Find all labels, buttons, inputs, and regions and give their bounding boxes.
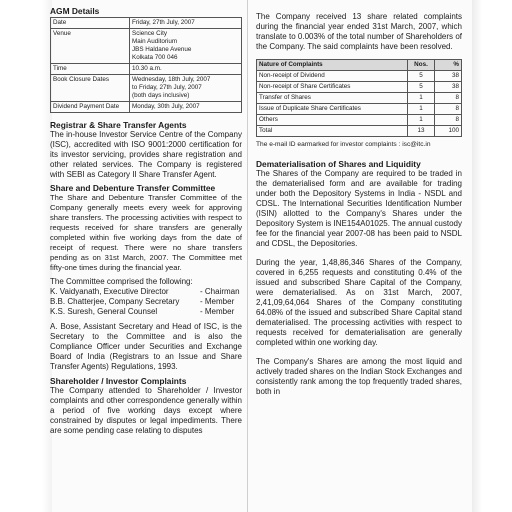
committee-members xyxy=(50,287,242,317)
complaints-row xyxy=(257,82,462,93)
demat-paragraph-3: The Company's Shares are among the most liquid and actively traded shares on the Indian Stock Exchanges and consistently rank among the top frequently traded shares, both in xyxy=(256,357,462,396)
complaints-cell: Non-receipt of Share Certificates xyxy=(257,82,408,93)
complaints-header: % xyxy=(435,60,462,71)
agm-label: Dividend Payment Date xyxy=(51,102,130,113)
demat-paragraph-1: The Shares of the Company are required to be traded in the dematerialised form and are available for trading under both the Depository Systems in India - NSDL and CDSL. The International Securities Identification Number (ISIN) allotted to the Company's Shares under the Depository System is INE154A01025. The annual custody fee for the financial year 2007-08 has been paid to NSDL and CDSL, the Depositories. xyxy=(256,169,462,248)
complaints-cell: Non-receipt of Dividend xyxy=(257,71,408,82)
shareholder-complaints-heading: Shareholder / Investor Complaints xyxy=(50,376,187,386)
agm-value: Monday, 30th July, 2007 xyxy=(130,102,242,113)
complaints-row xyxy=(257,115,462,126)
registrar-text: The in-house Investor Service Centre of the Company (ISC), accredited with ISO 9001:2000 certification for its investor servicing, provides share registration and other related services. The Company is registered with SEBI as Category II Share Transfer Agent. xyxy=(50,130,242,179)
complaints-cell: 1 xyxy=(408,93,435,104)
complaints-cell: 1 xyxy=(408,104,435,115)
torn-edge-left xyxy=(30,0,52,512)
agm-label: Venue xyxy=(51,29,130,64)
committee-comprised: The Committee comprised the following: xyxy=(50,277,193,286)
left-column xyxy=(50,0,242,436)
complaints-cell: 5 xyxy=(408,82,435,93)
agm-value: Wednesday, 18th July, 2007 to Friday, 27th July, 2007 (both days inclusive) xyxy=(130,75,242,102)
agm-row xyxy=(51,75,242,102)
agm-row xyxy=(51,29,242,64)
complaints-cell: 38 xyxy=(435,82,462,93)
complaints-cell: 1 xyxy=(408,115,435,126)
agm-row xyxy=(51,18,242,29)
right-column xyxy=(256,0,462,397)
transfer-committee-text: The Share and Debenture Transfer Committee of the Company generally meets every week for approving share transfers. The processing activities with respect to requests received for share transfers are generally completed within five working days from the date of receipt of request. There were no share transfers pending as on 31st March, 2007. The Committee met fifty-one times during the financial year. xyxy=(50,193,242,272)
agm-value: 10.30 a.m. xyxy=(130,64,242,75)
agm-label: Date xyxy=(51,18,130,29)
complaints-cell: 13 xyxy=(408,126,435,137)
complaints-row xyxy=(257,71,462,82)
complaints-row xyxy=(257,104,462,115)
torn-edge-right xyxy=(472,0,494,512)
complaints-cell: 38 xyxy=(435,71,462,82)
complaints-header: Nature of Complaints xyxy=(257,60,408,71)
registrar-heading: Registrar & Share Transfer Agents xyxy=(50,120,187,130)
complaints-cell: Total xyxy=(257,126,408,137)
complaints-cell: 8 xyxy=(435,104,462,115)
committee-secretary-text: A. Bose, Assistant Secretary and Head of ISC, is the Secretary to the Committee and is also the Compliance Officer under Securities and Exchange Board of India (Registrars to an Issue and Share Transfer Agents) Regulations, 1993. xyxy=(50,322,242,371)
column-gutter xyxy=(247,0,248,512)
shareholder-complaints-text: The Company attended to Shareholder / Investor complaints and other correspondence generally within a period of five working days except where constrained by disputes or legal impediments. There are some pending case relating to disputes xyxy=(50,386,242,435)
committee-member: B.B. Chatterjee, Company Secretary - Member xyxy=(50,297,235,306)
complaints-cell: 5 xyxy=(408,71,435,82)
complaints-cell: 100 xyxy=(435,126,462,137)
agm-table xyxy=(50,17,242,113)
committee-member: K. Vaidyanath, Executive Director - Chairman xyxy=(50,287,240,296)
demat-paragraph-2: During the year, 1,48,86,346 Shares of the Company, covered in 6,255 requests and constituting 0.4% of the issued and subscribed Share Capital of the Company, were dematerialised. As on 31st March, 2007, 2,41,09,64,064 Shares of the Company constituting 64.08% of the issued and subscribed Share Capital stand dematerialised. The processing activities with respect to requests received for dematerialisation are generally completed within one working day. xyxy=(256,258,462,347)
complaints-cell: 8 xyxy=(435,115,462,126)
transfer-committee-heading: Share and Debenture Transfer Committee xyxy=(50,183,216,193)
complaints-email-note: The e-mail ID earmarked for investor complaints : isc@itc.in xyxy=(256,141,431,148)
complaints-table xyxy=(256,59,462,137)
complaints-cell: Transfer of Shares xyxy=(257,93,408,104)
agm-row xyxy=(51,102,242,113)
agm-label: Time xyxy=(51,64,130,75)
complaints-intro: The Company received 13 share related complaints during the financial year ended 31st March, 2007, which translate to 0.003% of the total number of Shareholders of the Company. The said complaints have been resolved. xyxy=(256,12,462,51)
agm-value: Friday, 27th July, 2007 xyxy=(130,18,242,29)
agm-row xyxy=(51,64,242,75)
complaints-row xyxy=(257,126,462,137)
complaints-header: Nos. xyxy=(408,60,435,71)
complaints-cell: Issue of Duplicate Share Certificates xyxy=(257,104,408,115)
complaints-row xyxy=(257,93,462,104)
complaints-cell: 8 xyxy=(435,93,462,104)
committee-member: K.S. Suresh, General Counsel - Member xyxy=(50,307,235,316)
agm-title: AGM Details xyxy=(50,6,100,16)
agm-value: Science City Main Auditorium JBS Haldane Avenue Kolkata 700 046 xyxy=(130,29,242,64)
demat-heading: Dematerialisation of Shares and Liquidity xyxy=(256,159,421,169)
complaints-cell: Others xyxy=(257,115,408,126)
agm-label: Book Closure Dates xyxy=(51,75,130,102)
